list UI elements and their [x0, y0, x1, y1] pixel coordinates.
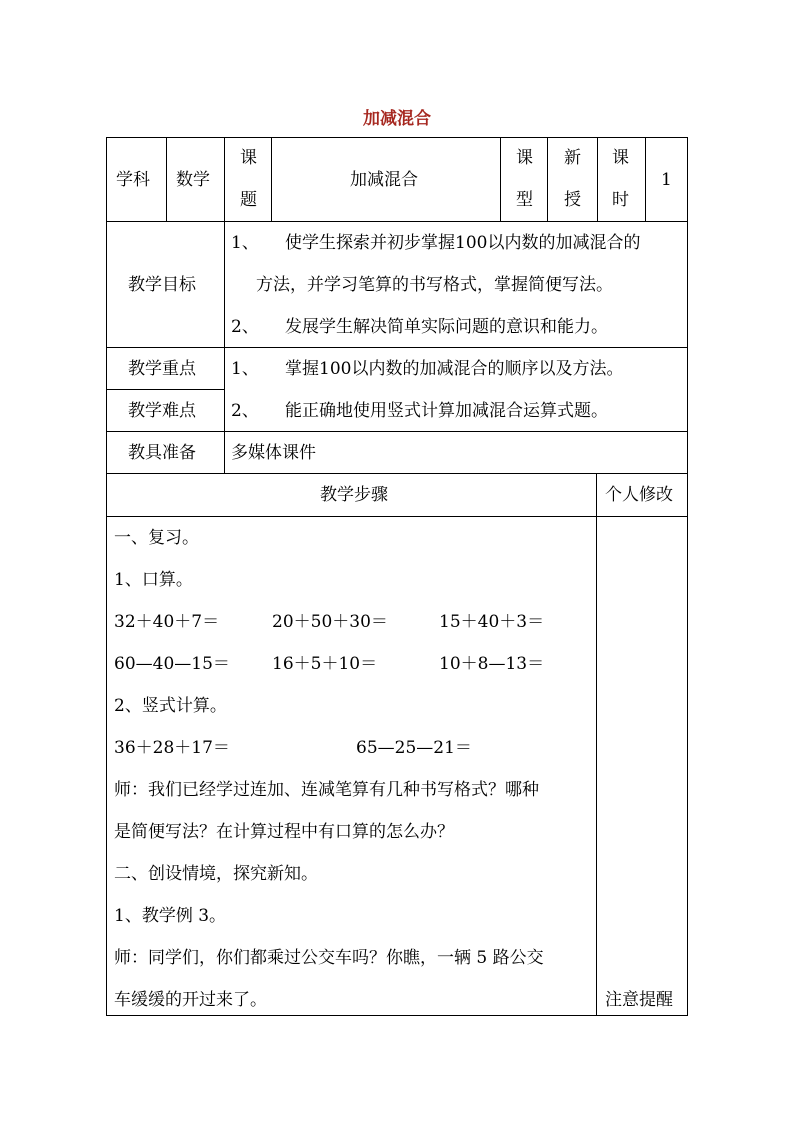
- topic-value: 加减混合: [350, 170, 418, 190]
- objective-1-line2: 方法，并学习笔算的书写格式，掌握简便写法。: [256, 275, 613, 295]
- teacher-line1: 师：同学们，你们都乘过公交车吗？你瞧，一辆 5 路公交: [114, 948, 544, 968]
- objective-1-number: 1、: [231, 233, 259, 253]
- objective-2-number: 2、: [231, 317, 259, 337]
- difficulties-number: 2、: [231, 401, 259, 421]
- side-note: 注意提醒: [605, 990, 673, 1010]
- topic-label-line2: 题: [240, 190, 257, 210]
- key-points-text: 掌握100以内数的加减混合的顺序以及方法。: [285, 359, 624, 379]
- vertical-calc-item: 65—25—21＝: [356, 738, 472, 758]
- oral-calc-item: 10＋8—13＝: [439, 654, 545, 674]
- topic-label-line1: 课: [240, 148, 257, 168]
- example-heading: 1、教学例 3。: [114, 906, 227, 926]
- difficulties-text: 能正确地使用竖式计算加减混合运算式题。: [285, 401, 608, 421]
- type-label-line2: 型: [516, 190, 533, 210]
- vertical-calc-item: 36＋28＋17＝: [114, 738, 230, 758]
- personal-edits-header-label: 个人修改: [605, 485, 673, 505]
- type-value-line2: 授: [564, 190, 581, 210]
- objective-2-text: 发展学生解决简单实际问题的意识和能力。: [285, 317, 608, 337]
- teacher-question-line2: 是简便写法？在计算过程中有口算的怎么办？: [114, 822, 454, 842]
- oral-calc-item: 60—40—15＝: [114, 654, 230, 674]
- objective-1-line1: 使学生探索并初步掌握100以内数的加减混合的: [285, 233, 641, 253]
- hours-label-line1: 课: [612, 148, 629, 168]
- hours-label-line2: 时: [612, 190, 629, 210]
- type-label-line1: 课: [516, 148, 533, 168]
- review-heading: 一、复习。: [114, 528, 199, 548]
- difficulties-label: 教学难点: [128, 401, 196, 421]
- oral-calc-item: 20＋50＋30＝: [272, 612, 388, 632]
- oral-calc-heading: 1、口算。: [114, 570, 193, 590]
- steps-header-label: 教学步骤: [320, 485, 388, 505]
- subject-value: 数学: [176, 170, 210, 190]
- hours-value: 1: [661, 170, 672, 190]
- oral-calc-item: 32＋40＋7＝: [114, 612, 220, 632]
- materials-value: 多媒体课件: [231, 443, 316, 463]
- section-2-heading: 二、创设情境，探究新知。: [114, 864, 318, 884]
- subject-label: 学科: [116, 170, 150, 190]
- teacher-line2: 车缓缓的开过来了。: [114, 990, 267, 1010]
- teacher-question-line1: 师：我们已经学过连加、连减笔算有几种书写格式？哪种: [114, 780, 539, 800]
- key-points-number: 1、: [231, 359, 259, 379]
- oral-calc-item: 15＋40＋3＝: [439, 612, 545, 632]
- document-title: 加减混合: [363, 109, 431, 129]
- materials-label: 教具准备: [128, 443, 196, 463]
- oral-calc-item: 16＋5＋10＝: [272, 654, 378, 674]
- objectives-label: 教学目标: [128, 275, 196, 295]
- vertical-calc-heading: 2、竖式计算。: [114, 696, 227, 716]
- key-points-label: 教学重点: [128, 359, 196, 379]
- type-value-line1: 新: [564, 148, 581, 168]
